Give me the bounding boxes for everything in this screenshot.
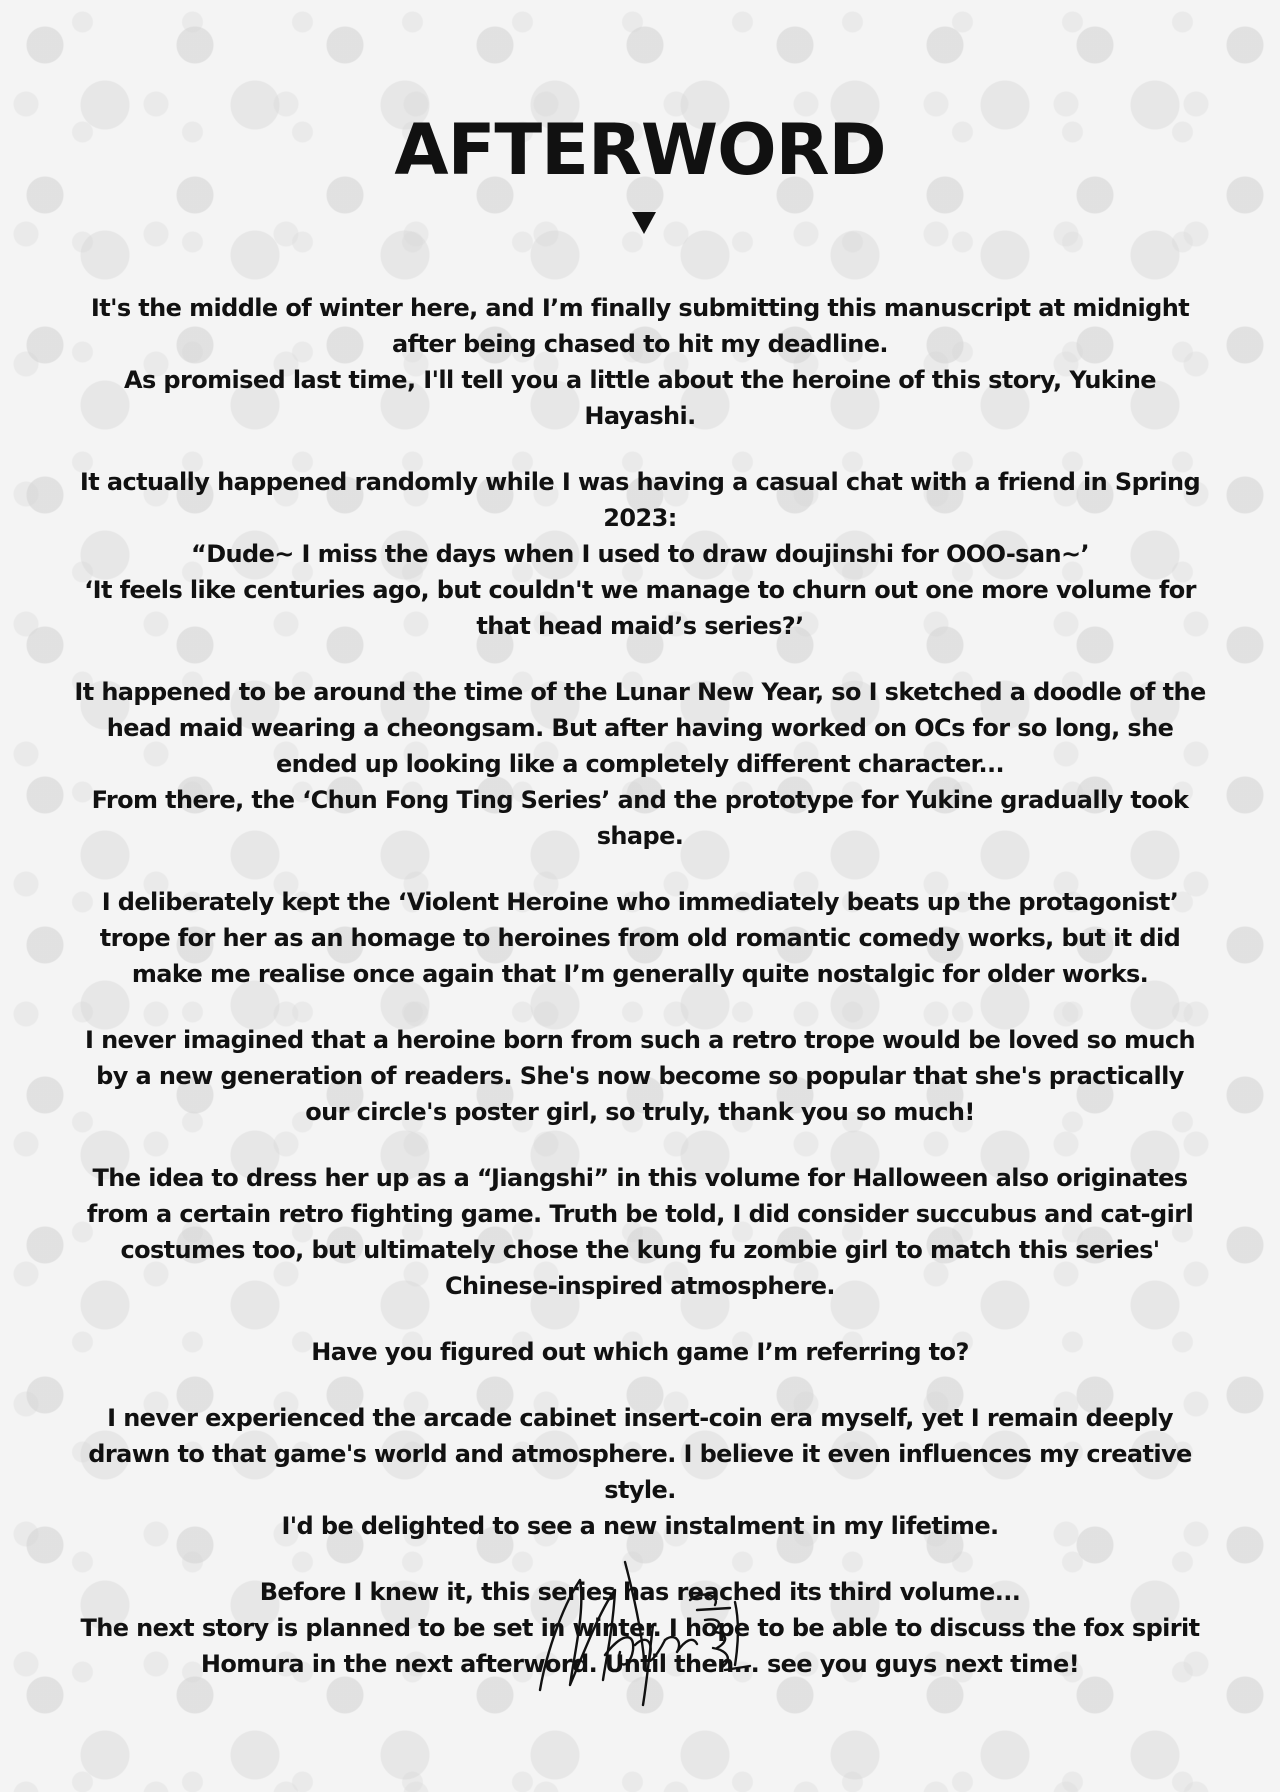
text-line: The idea to dress her up as a “Jiangshi” in this volume for Halloween also originates from a certain retro fighting game. Truth be told, I did consider succubus and cat-girl costumes too, but ultimately chose the kung fu zombie girl to match this series' Chinese-inspired atmosphere. <box>86 1164 1194 1300</box>
text-line: From there, the ‘Chun Fong Ting Series’ and the prototype for Yukine gradually took shape. <box>91 786 1189 850</box>
paragraph <box>72 290 1208 434</box>
text-line: I never experienced the arcade cabinet insert-coin era myself, yet I remain deeply drawn to that game's world and atmosphere. I believe it even influences my creative style. <box>88 1404 1192 1504</box>
page-title: AFTERWORD <box>394 109 886 191</box>
text-line: The next story is planned to be set in winter. I hope to be able to discuss the fox spirit Homura in the next afterword. Until then... see you guys next time! <box>80 1614 1200 1678</box>
text-line: “Dude~ I miss the days when I used to draw doujinshi for OOO-san~’ <box>191 540 1089 568</box>
text-line: Have you figured out which game I’m referring to? <box>311 1338 969 1366</box>
paragraph <box>72 884 1208 992</box>
text-line: It happened to be around the time of the Lunar New Year, so I sketched a doodle of the head maid wearing a cheongsam. But after having worked on OCs for so long, she ended up looking like a completely different character... <box>74 678 1206 778</box>
paragraph <box>72 1334 1208 1370</box>
text-line: I never imagined that a heroine born from such a retro trope would be loved so much by a new generation of readers. She's now become so popular that she's practically our circle's poster girl, so truly, thank you so much! <box>84 1026 1196 1126</box>
afterword-body <box>72 290 1208 1712</box>
text-line: It's the middle of winter here, and I’m finally submitting this manuscript at midnight after being chased to hit my deadline. <box>90 294 1190 358</box>
signature-image <box>525 1540 765 1710</box>
text-line: ‘It feels like centuries ago, but couldn't we manage to churn out one more volume for that head maid’s series?’ <box>84 576 1196 640</box>
text-line: I deliberately kept the ‘Violent Heroine who immediately beats up the protagonist’ trope for her as an homage to heroines from old romantic comedy works, but it did make me realise once again that I’m generally quite nostalgic for older works. <box>99 888 1181 988</box>
text-line: Before I knew it, this series has reached its third volume... <box>259 1578 1021 1606</box>
paragraph <box>72 1400 1208 1544</box>
paragraph <box>72 674 1208 854</box>
paragraph <box>72 1160 1208 1304</box>
text-line: I'd be delighted to see a new instalment in my lifetime. <box>281 1512 999 1540</box>
down-triangle-icon <box>632 212 656 234</box>
text-line: It actually happened randomly while I was having a casual chat with a friend in Spring 2023: <box>79 468 1201 532</box>
paragraph <box>72 464 1208 644</box>
paragraph <box>72 1022 1208 1130</box>
text-line: As promised last time, I'll tell you a little about the heroine of this story, Yukine Hayashi. <box>124 366 1156 430</box>
